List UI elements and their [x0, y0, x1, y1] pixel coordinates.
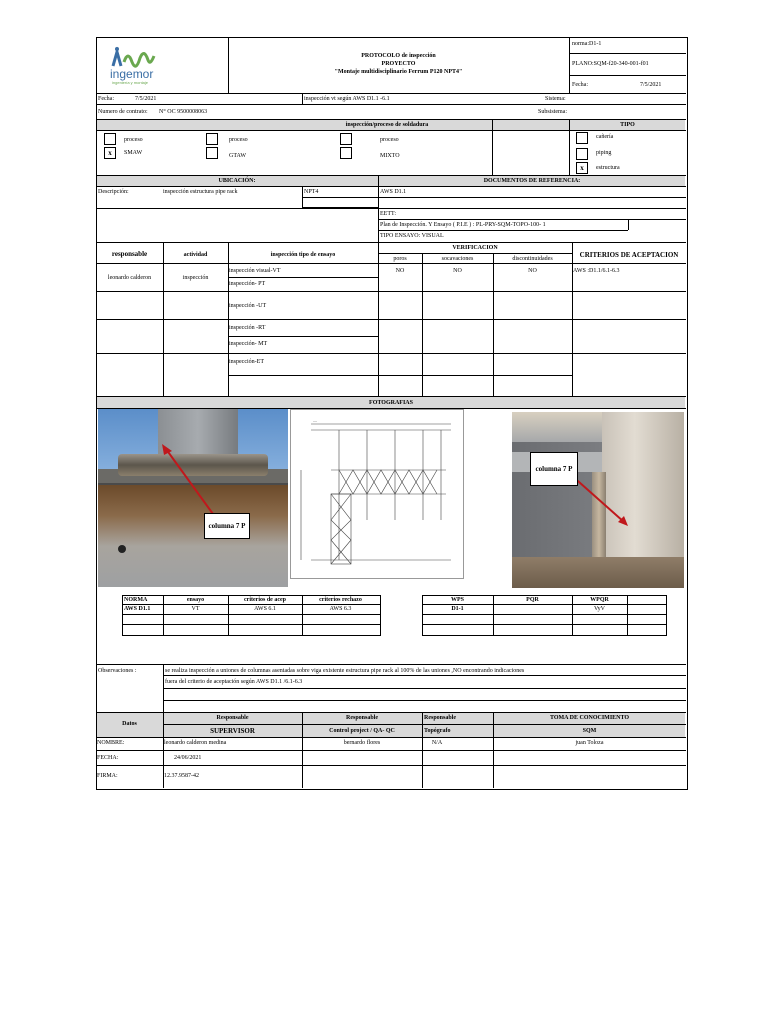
supervisor-header: SUPERVISOR — [210, 727, 255, 735]
project-name: "Montaje multidisciplinario Ferrum P120 NPT4" — [334, 69, 463, 75]
criterios-rechazo-value: AWS 6.3 — [329, 606, 352, 612]
responsable-header: responsable — [111, 250, 148, 258]
wpqr-value: VyV — [593, 606, 605, 612]
discontinuidades-header: discontinuidades — [512, 256, 553, 262]
fecha-value: 7/5/2021 — [135, 96, 157, 102]
plano-value: PLANO:SQM-f20-340-001-f01 — [572, 61, 649, 67]
doc-eett: EETT: — [380, 211, 397, 217]
nombre-topografo: N/A — [431, 740, 443, 746]
responsable-qa-header: Responsable — [345, 715, 378, 721]
logo-text: ingemor — [110, 67, 154, 81]
poros-value: NO — [395, 268, 405, 274]
piping-label: piping — [596, 150, 612, 156]
toma-header: TOMA DE CONOCIMIENTO — [549, 715, 630, 721]
company-logo — [100, 44, 225, 92]
mixto-label: MIXTO — [380, 153, 400, 159]
test-row: inspección visual-VT — [229, 268, 281, 274]
criterios-acep-value: AWS 6.1 — [254, 606, 276, 612]
header-fecha-value: 7/5/2021 — [640, 82, 662, 88]
test-row: inspección-ET — [229, 359, 264, 365]
nombre-supervisor: leonardo calderon medina — [164, 740, 227, 746]
svg-text:—: — — [313, 418, 317, 423]
process-label-2: proceso — [229, 137, 248, 143]
process-label-3: proceso — [380, 137, 399, 143]
header-fecha-label: Fecha: — [572, 82, 588, 88]
nombre-sqm: juan Toloza — [575, 740, 604, 746]
smaw-checkbox[interactable]: x — [104, 147, 116, 159]
structure-drawing-svg — [291, 410, 463, 578]
arrow-left-icon — [98, 409, 288, 587]
fotografias-heading: FOTOGRAFIAS — [369, 400, 413, 406]
fecha-label: Fecha: — [98, 96, 114, 102]
caneria-label: cañería — [596, 134, 614, 140]
wpqr-header: WPQR — [590, 597, 609, 603]
wps-value: D1-1 — [451, 606, 464, 612]
observaciones-line2: fuera del criterio de aceptación según AWS D1.1 /6.1-6.3 — [165, 679, 303, 685]
responsable-topo-header: Responsable — [424, 715, 457, 721]
socavaciones-header: socavaciones — [441, 256, 474, 262]
test-row: inspección -UT — [229, 303, 267, 309]
nombre-label: NOMBRE: — [97, 740, 125, 746]
doc-plan: Plan de Inspección. Y Ensayo ( P.I.E ) : PL-PRY-SQM-TOPO-100- 1 — [380, 222, 546, 228]
poros-header: poros — [393, 256, 407, 262]
norma-header: NORMA — [124, 597, 148, 603]
tipo-heading: TIPO — [620, 122, 635, 128]
process-checkbox-2[interactable] — [206, 133, 218, 145]
label-columna-right: columna 7 P — [530, 452, 578, 486]
label-columna-left: columna 7 P — [204, 513, 250, 539]
sistema-label: Sistema: — [545, 96, 566, 102]
criterio-value: AWS :D1.1/6.1-6.3 — [573, 268, 620, 274]
criterios-rechazo-header: criterios rechazo — [319, 597, 362, 603]
responsable-value: leonardo calderon — [107, 275, 152, 281]
responsable-supervisor-header: Responsable — [216, 715, 249, 721]
process-checkbox-3[interactable] — [340, 133, 352, 145]
criterios-header: CRITERIOS DE ACEPTACION — [579, 251, 679, 259]
smaw-label: SMAW — [124, 150, 143, 156]
socavaciones-value: NO — [453, 268, 462, 274]
actividad-header: actividad — [183, 252, 208, 258]
firma-label: FIRMA: — [97, 773, 118, 779]
contrato-value: N° OC 9500008063 — [159, 109, 208, 115]
ubicacion-heading: UBICACIÓN: — [218, 178, 256, 184]
fecha-supervisor: 24/06/2021 — [174, 755, 202, 761]
verificacion-header: VERIFICACION — [452, 245, 498, 251]
npt-value: NPT4 — [304, 189, 319, 195]
norma-value: AWS D1.1 — [124, 606, 151, 612]
tipo-ensayo-header: inspección tipo de ensayo — [270, 252, 336, 258]
pqr-header: PQR — [526, 597, 539, 603]
mixto-checkbox[interactable] — [340, 147, 352, 159]
test-row: inspección -RT — [229, 325, 266, 331]
documentos-heading: DOCUMENTOS DE REFERENCIA: — [483, 178, 581, 184]
firma-supervisor: 12.37.9587-42 — [164, 773, 199, 779]
observaciones-label: Observaciones : — [98, 668, 137, 674]
discontinuidades-value: NO — [528, 268, 537, 274]
observaciones-line1: se realiza inspección a uniones de columnas asentadas sobre viga existente estructura pipe rack al 100% de las uniones ,NO encontrando indicaciones — [165, 668, 525, 674]
sqm-header: SQM — [582, 728, 597, 734]
weld-photo-right — [512, 412, 684, 588]
nombre-qa: bernardo flores — [343, 740, 381, 746]
doc-aws: AWS D1.1 — [380, 189, 407, 195]
process-heading: inspección/proceso de soldadura — [345, 122, 429, 128]
process-checkbox-1[interactable] — [104, 133, 116, 145]
ensayo-header: ensayo — [186, 597, 205, 603]
weld-photo-left — [98, 409, 288, 587]
subsistema-label: Subsistema: — [538, 109, 568, 115]
arrow-right-icon — [512, 412, 684, 588]
protocol-title: PROTOCOLO de inspección — [361, 53, 436, 59]
wps-header: WPS — [450, 597, 464, 603]
test-row: inspección- MT — [229, 341, 268, 347]
doc-tipo-ensayo: TIPO ENSAYO: VISUAL — [380, 233, 444, 239]
descripcion-label: Descripción: — [98, 189, 129, 195]
estructura-label: estructura — [596, 165, 620, 171]
caneria-checkbox[interactable] — [576, 132, 588, 144]
topografo-header: Topógrafo — [424, 728, 451, 734]
test-row: inspección- PT — [229, 281, 266, 287]
piping-checkbox[interactable] — [576, 148, 588, 160]
descripcion-value: inspección estructura pipe rack — [163, 189, 238, 195]
ensayo-value: VT — [191, 606, 200, 612]
actividad-value: inspección — [182, 275, 209, 281]
logo-tagline: ingeniería y montaje — [112, 80, 149, 85]
criterios-acep-header: criterios de acep — [244, 597, 286, 603]
gtaw-label: GTAW — [229, 153, 247, 159]
norma-value: norma:D1-1 — [572, 41, 602, 47]
datos-header: Datos — [122, 721, 137, 727]
control-header: Control project / QA- QC — [329, 728, 395, 734]
fecha-sig-label: FECHA: — [97, 755, 119, 761]
inspection-scope: inspección vt según AWS D1.1 -6.1 — [304, 96, 390, 102]
structure-drawing — [290, 409, 464, 579]
gtaw-checkbox[interactable] — [206, 147, 218, 159]
estructura-checkbox[interactable]: x — [576, 162, 588, 174]
contrato-label: Numero de contrato: — [98, 109, 148, 115]
process-label-1: proceso — [124, 137, 143, 143]
project-title: PROYECTO — [381, 61, 416, 67]
